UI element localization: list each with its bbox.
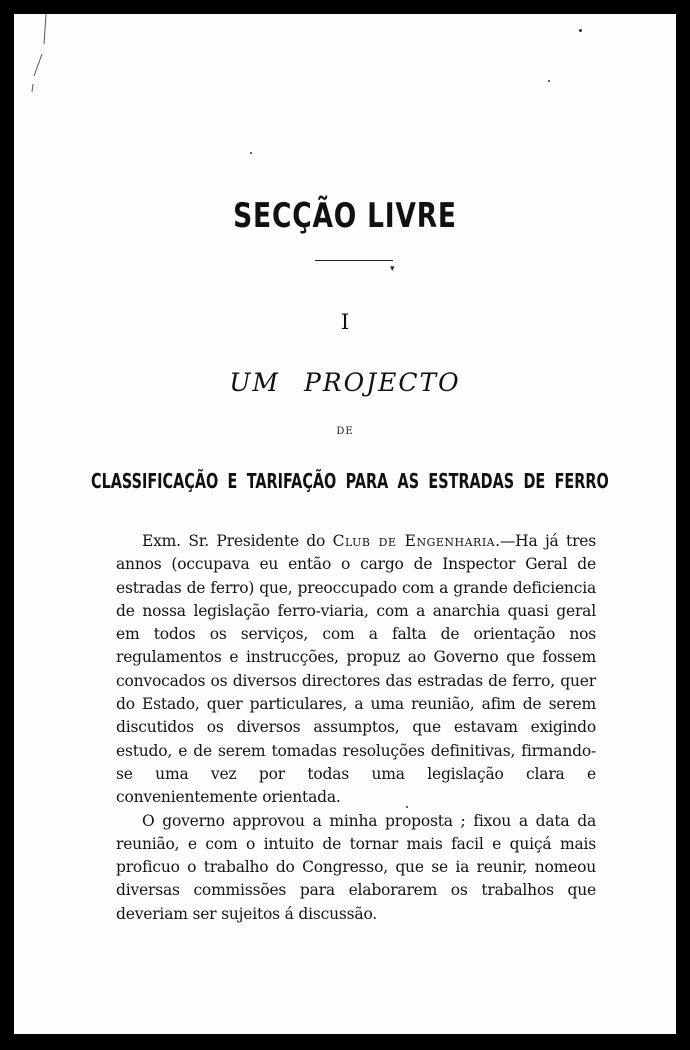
paragraph-1 — [116, 530, 596, 810]
margin-pencil-mark — [24, 14, 54, 94]
article-subtitle: UM PROJECTO — [229, 368, 461, 397]
page-title: SECÇÃO LIVRE — [233, 196, 457, 236]
scan-speck — [548, 80, 550, 82]
paragraph-1-text: .—Ha já tres annos (occupava eu então o cargo de Inspector Geral de estradas de ferro) que, preoccupado com a grande deficiencia de nossa legislação ferro-viaria, com a anarchia quasi geral em todos os serviços, com a falta de orientação nos regulamentos e instrucções, propuz ao Governo que fossem convocados os diversos directores das estradas de ferro, quer do Estado, quer particulares, a uma reunião, afim de serem discutidos os diversos assumptos, que estavam exigindo estudo, e de serem tomadas resoluções definitivas, firmando-se uma vez por todas uma legislação clara e convenientemente orientada. — [116, 532, 597, 807]
article-heading: CLASSIFICAÇÃO E TARIFAÇÃO PARA AS ESTRADAS DE FERRO — [91, 469, 609, 493]
subtitle-connector: DE — [336, 426, 354, 437]
article-body — [116, 530, 596, 926]
section-number: I — [340, 310, 350, 334]
title-rule — [315, 260, 393, 261]
document-page — [14, 14, 676, 1034]
scan-speck — [250, 152, 252, 154]
rule-ornament: ▾ — [390, 264, 395, 274]
scan-speck — [579, 29, 582, 32]
paragraph-1-lead: Exm. Sr. Presidente do — [142, 532, 333, 550]
paragraph-2: O governo approvou a minha proposta ; fixou a data da reunião, e com o intuito de tornar mais facil e quiçá mais proficuo o trabalho do Congresso, que se ia reunir, nomeou diversas commissões para elaborarem os trabalhos que deveriam ser sujeitos á discussão. — [116, 811, 596, 923]
club-name: Club de Engenharia — [332, 532, 496, 550]
